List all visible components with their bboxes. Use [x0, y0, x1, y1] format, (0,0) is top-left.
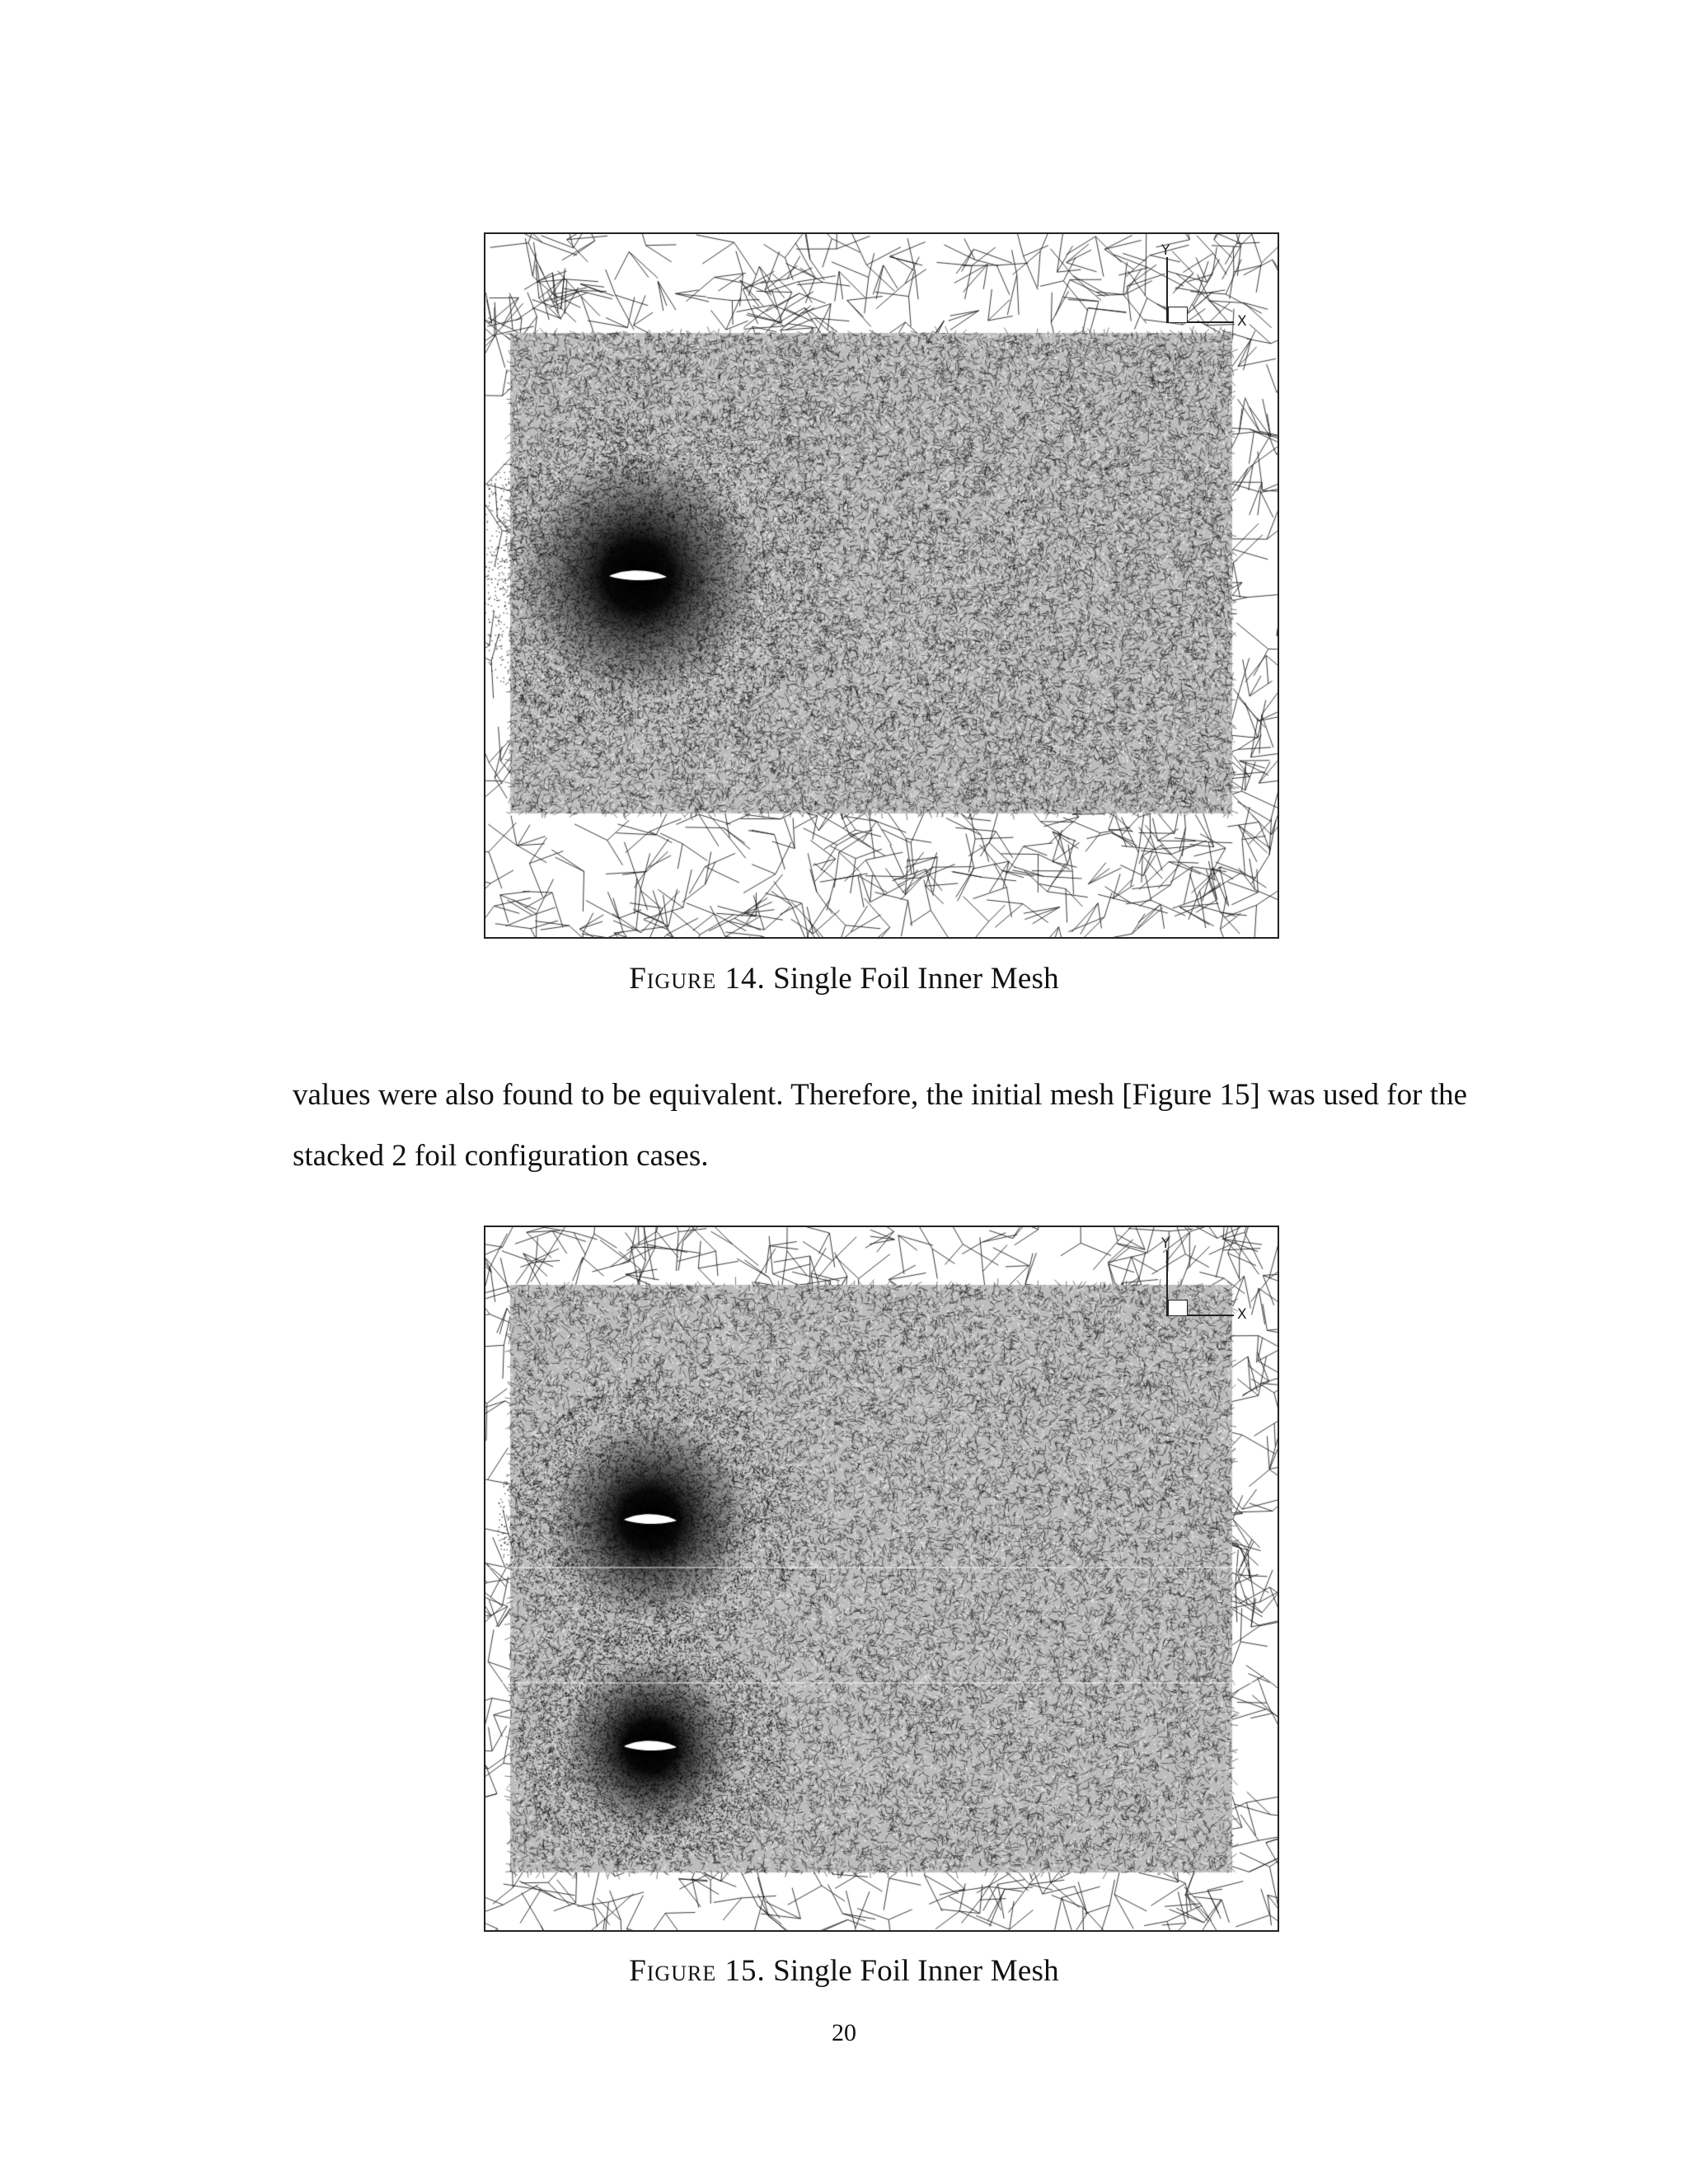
figure-label: Figure 15. — [629, 1954, 766, 1988]
y-axis-label: Y — [1161, 242, 1170, 259]
page-number: 20 — [832, 2019, 856, 2046]
y-axis-label: Y — [1161, 1235, 1170, 1252]
x-axis-label: X — [1237, 1306, 1247, 1323]
figure-15-caption — [0, 1953, 1688, 1989]
axis-triad — [1158, 242, 1249, 341]
figure-14-mesh-image — [484, 232, 1279, 939]
figure-caption-text: Single Foil Inner Mesh — [773, 1954, 1059, 1988]
figure-14-caption — [0, 961, 1688, 996]
figure-15-mesh-image — [484, 1226, 1279, 1932]
paragraph-text: values were also found to be equivalent. Therefore, the initial mesh [Figure 15] was used for the stacked 2 foil configuration cases. — [293, 1078, 1467, 1173]
figure-caption-text: Single Foil Inner Mesh — [773, 962, 1059, 996]
axis-origin-marker — [1168, 1300, 1188, 1316]
x-axis-label: X — [1237, 313, 1247, 330]
figure-label: Figure 14. — [629, 962, 766, 996]
body-paragraph — [293, 1065, 1467, 1187]
axis-origin-marker — [1168, 307, 1188, 323]
axis-triad — [1158, 1235, 1249, 1334]
